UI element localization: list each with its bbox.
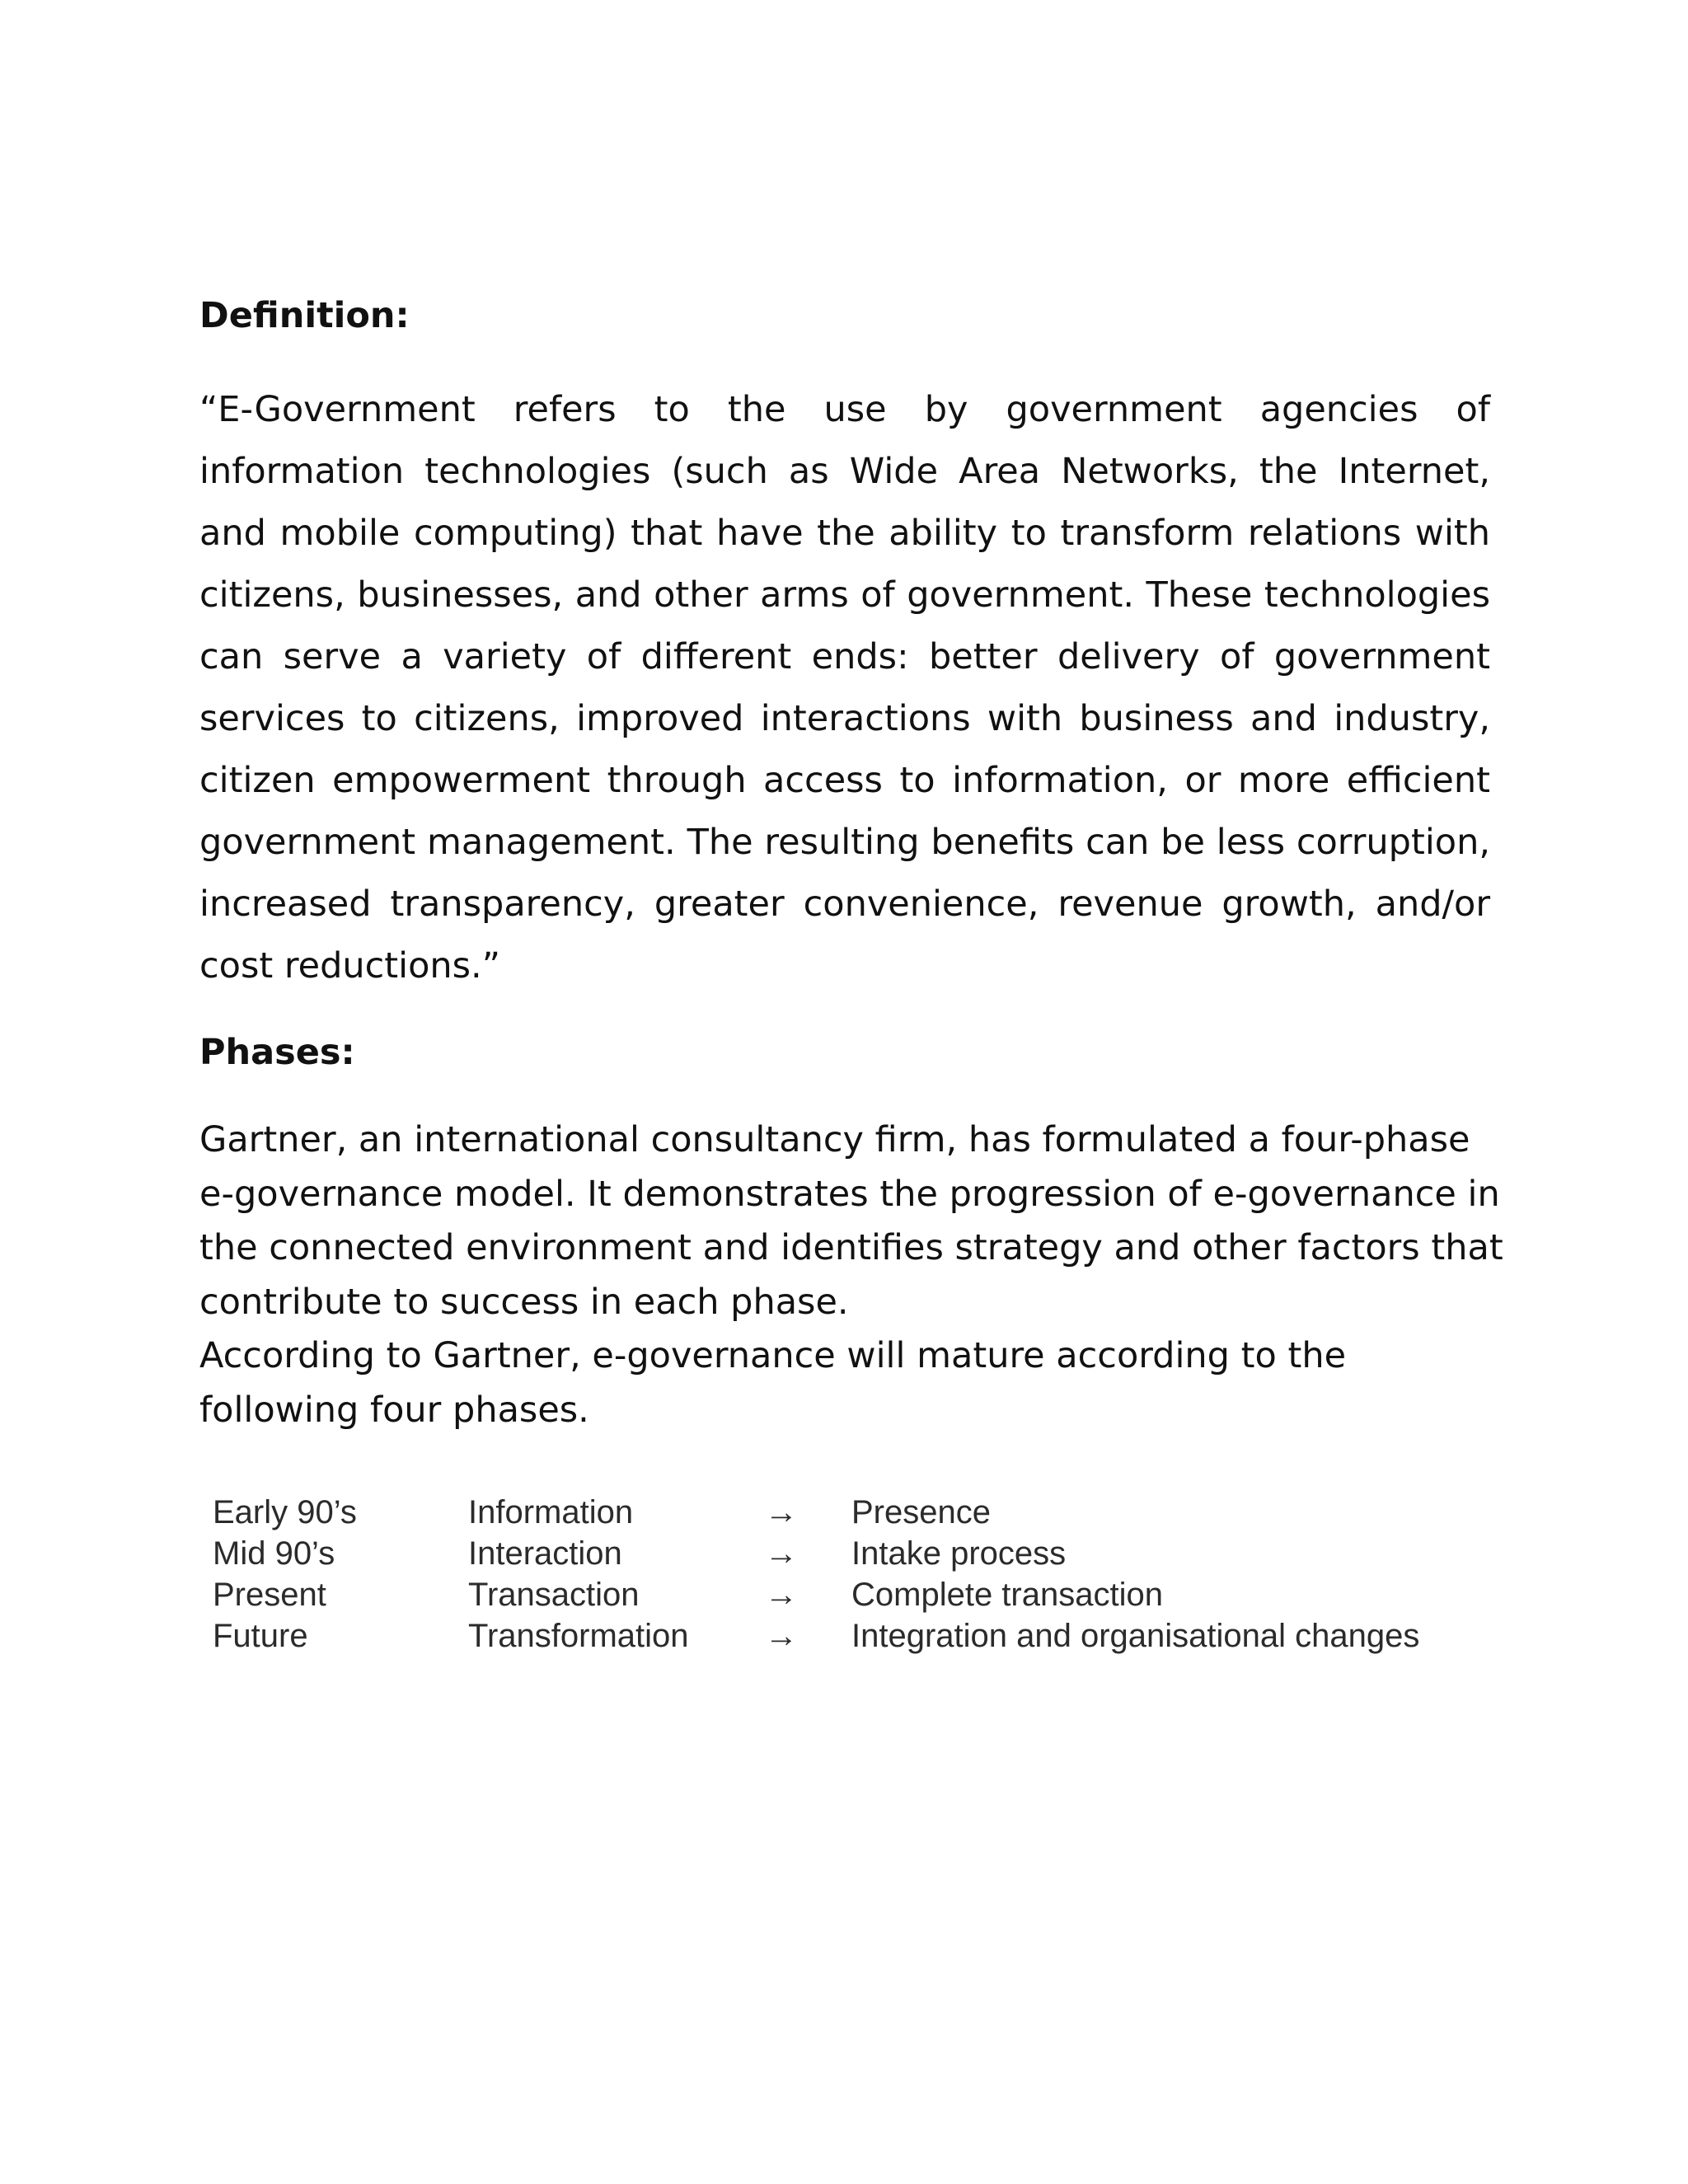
arrow-right-icon: → (765, 1577, 798, 1613)
phase-result: Complete transaction (851, 1577, 1163, 1613)
phase-stage: Transaction (468, 1577, 640, 1613)
phase-period: Early 90’s (213, 1494, 357, 1530)
phases-paragraph-2: According to Gartner, e-governance will mature according to the following four phases. (199, 1335, 1347, 1431)
phase-row (213, 1533, 1498, 1574)
phase-row (213, 1492, 1498, 1533)
phase-result: Integration and organisational changes (851, 1618, 1420, 1654)
phase-row (213, 1615, 1498, 1657)
arrow-right-icon: → (765, 1494, 798, 1530)
phase-stage: Information (468, 1494, 634, 1530)
arrow-right-icon: → (765, 1535, 798, 1572)
phase-period: Mid 90’s (213, 1535, 335, 1572)
phase-result: Intake process (851, 1535, 1067, 1572)
definition-paragraph: “E-Government refers to the use by government agencies of information technologies (such as Wide Area Networks, the Internet, and mobile computing) that have the ability to transform relations with citizens, businesses, and other arms of government. These technologies can serve a variety of different ends: better delivery of government services to citizens, improved interactions with business and industry, citizen empowerment through access to information, or more efficient government management. The resulting benefits can be less corruption, increased transparency, greater convenience, revenue growth, and/or cost reductions.” (199, 389, 1490, 987)
phases-description (199, 1113, 1510, 1437)
arrow-right-icon: → (765, 1618, 798, 1654)
phases-heading: Phases: (199, 1032, 355, 1073)
phases-table (213, 1492, 1498, 1657)
phase-period: Present (213, 1577, 326, 1613)
phase-result: Presence (851, 1494, 991, 1530)
phases-paragraph-1: Gartner, an international consultancy firm, has formulated a four-phase e-governance model. It demonstrates the progression of e-governance in the connected environment and identifies strategy and other factors that contribute to success in each phase. (199, 1119, 1503, 1323)
phase-stage: Transformation (468, 1618, 689, 1654)
phase-stage: Interaction (468, 1535, 622, 1572)
definition-heading: Definition: (199, 295, 410, 336)
phase-row (213, 1574, 1498, 1615)
phase-period: Future (213, 1618, 308, 1654)
